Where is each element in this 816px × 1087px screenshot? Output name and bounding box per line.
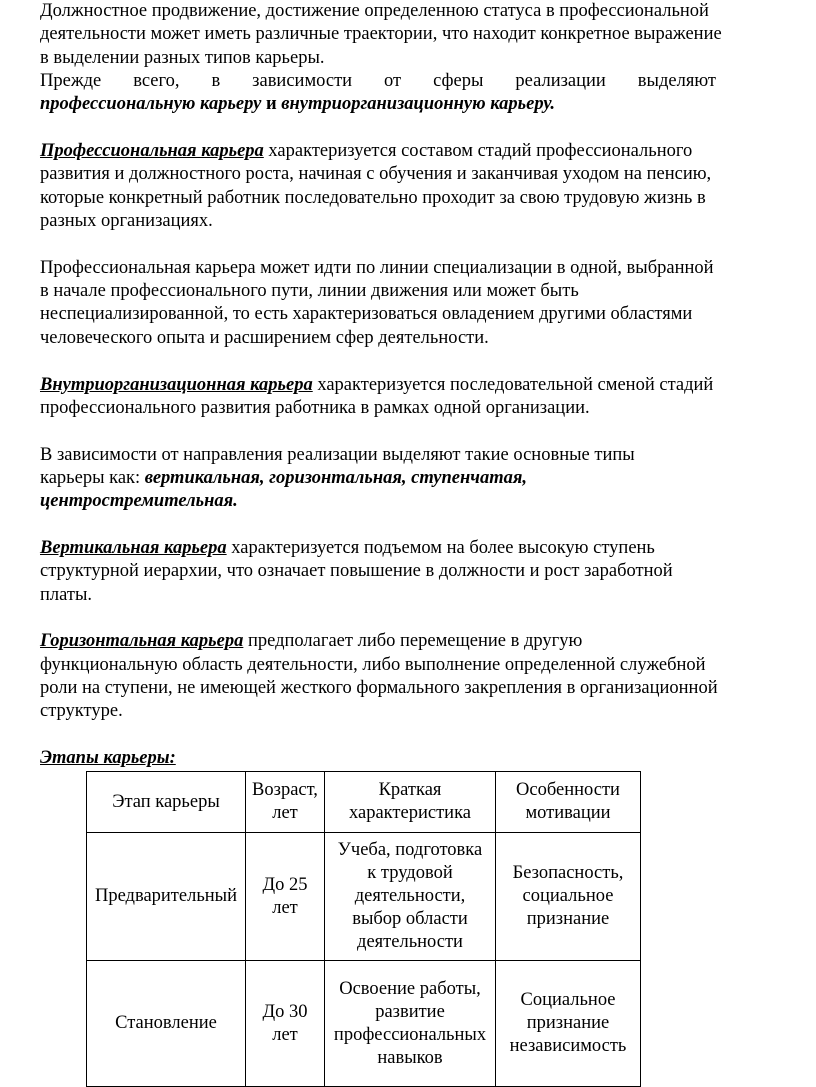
text-line: роли на ступени, не имеющей жесткого формального закрепления в организационной [40,677,718,698]
cell-text-line: Возраст, [252,780,318,800]
text-line [40,374,780,397]
text-line: профессионального развития работника в рамках одной организации. [40,397,590,418]
stages-heading: Этапы карьеры: [40,748,176,768]
table-cell [246,961,325,1087]
cell-text-line: социальное [522,886,614,906]
cell-text-line: независимость [509,1036,627,1056]
table-cell [87,833,246,961]
document-body [40,0,780,770]
text-line: неспециализированной, то есть характеризоваться овладением другими областями [40,304,693,325]
table-header-row [87,772,641,833]
cell-text-line: признание [526,909,610,929]
table-cell [325,772,496,833]
table-row [87,833,641,961]
text-span: предполагает либо перемещение в другую [243,631,583,652]
table-cell [496,772,641,833]
text-line: платы. [40,584,93,605]
cell-text-line: лет [272,897,298,918]
cell-text-line: Безопасность, [512,863,624,883]
table-cell [87,961,246,1087]
table-cell [87,772,246,833]
cell-text-line: мотивации [525,803,611,823]
cell-text-line: Социальное [520,990,616,1010]
table-cell [496,961,641,1087]
cell-text-line: До 25 [262,874,308,895]
table-cell [325,833,496,961]
text-line: которые конкретный работник последовательно проходит за свою трудовую жизнь в [40,187,706,208]
text-line: функциональную область деятельности, либо выполнение определенной служебной [40,654,706,675]
text-line: Прежде всего, в зависимости от сферы реализации выделяют [40,71,716,92]
cell-text-line: лет [272,1024,298,1045]
cell-text-line: выбор области [352,909,468,929]
table-row [87,961,641,1087]
text-line [40,93,780,116]
cell-text-line: лет [272,803,298,823]
cell-text-line: деятельности [357,932,463,952]
cell-text-line: Учеба, подготовка [337,840,483,860]
cell-text-line: профессиональных [333,1024,487,1045]
table-cell [325,961,496,1087]
text-span: карьеры как: [40,467,145,488]
text-line: развития и должностного роста, начиная с обучения и заканчивая уходом на пенсию, [40,164,712,185]
cell-text-line: деятельности, [354,886,466,906]
text-line: в начале профессионального пути, линии движения или может быть [40,281,579,302]
text-line [40,467,780,490]
table-cell [246,772,325,833]
cell-text-line: До 30 [262,1001,308,1022]
term-heading: Вертикальная карьера [40,537,227,558]
text-line: В зависимости от направления реализации выделяют такие основные типы [40,444,635,465]
cell-text-line: Предварительный [94,886,238,906]
text-line: структурной иерархии, что означает повышение в должности и рост заработной [40,561,673,582]
text-line: человеческого опыта и расширением сфер деятельности. [40,327,489,348]
cell-text-line: характеристика [349,803,471,823]
cell-text-line: развитие [375,1001,445,1022]
text-line [40,140,780,163]
text-line: Профессиональная карьера может идти по линии специализации в одной, выбранной [40,257,714,278]
table-cell [496,833,641,961]
cell-text-line: навыков [377,1047,443,1068]
text-span: характеризуется последовательной сменой стадий [312,374,714,395]
cell-text-line: признание [526,1013,610,1033]
text-line: в выделении разных типов карьеры. [40,47,325,68]
text-line: разных организациях. [40,211,213,232]
text-line [40,630,780,653]
text-line: Должностное продвижение, достижение определенною статуса в профессиональной [40,1,709,21]
term-intraorg: внутриорганизационную карьеру. [281,94,556,115]
career-stages-table [86,771,641,1087]
text-line [40,537,780,560]
cell-text-line: Особенности [516,780,620,800]
cell-text-line: Становление [115,1013,217,1033]
cell-text-line: Освоение работы, [339,978,481,999]
career-types: вертикальная, горизонтальная, ступенчатая, [144,467,528,488]
text-line: структуре. [40,701,123,722]
table-cell [246,833,325,961]
cell-text-line: к трудовой [367,863,453,883]
term-heading: Профессиональная карьера [40,141,264,162]
text-span: характеризуется составом стадий профессионального [263,141,693,162]
text-line: центростремительная. [40,491,238,512]
cell-text-line: Краткая [378,780,442,800]
term-heading: Внутриорганизационная карьера [40,374,313,395]
cell-text-line: Этап карьеры [112,791,220,812]
text-line: деятельности может иметь различные траектории, что находит конкретное выражение [40,24,722,45]
term-heading: Горизонтальная карьера [40,631,244,652]
term-professional: профессиональную карьеру [40,94,262,115]
text-span: характеризуется подъемом на более высокую ступень [226,537,655,558]
conjunction: и [261,94,282,115]
